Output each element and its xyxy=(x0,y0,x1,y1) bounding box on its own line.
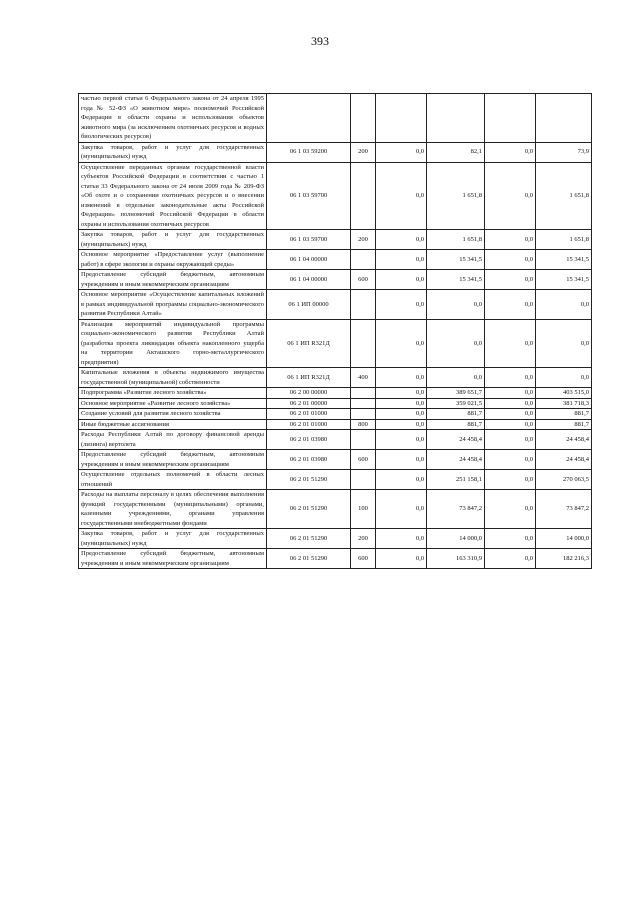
row-amount-3: 0,0 xyxy=(485,230,536,250)
row-description: Закупка товаров, работ и услуг для государственных (муниципальных) нужд xyxy=(79,142,267,162)
row-amount-1: 0,0 xyxy=(376,419,427,430)
row-expense-type-code xyxy=(351,94,376,143)
row-amount-2: 359 021,5 xyxy=(427,398,485,409)
row-amount-4: 182 216,3 xyxy=(536,549,592,569)
row-amount-1: 0,0 xyxy=(376,490,427,529)
row-amount-3: 0,0 xyxy=(485,142,536,162)
table-row xyxy=(79,270,592,290)
row-amount-1: 0,0 xyxy=(376,430,427,450)
table-row xyxy=(79,398,592,409)
row-amount-3: 0,0 xyxy=(485,290,536,320)
row-amount-4: 73 847,2 xyxy=(536,490,592,529)
row-amount-3: 0,0 xyxy=(485,388,536,399)
row-amount-4: 0,0 xyxy=(536,319,592,368)
row-amount-2: 389 651,7 xyxy=(427,388,485,399)
row-classification-code: 06 1 ИП R321Д xyxy=(267,368,351,388)
row-classification-code: 06 2 01 03980 xyxy=(267,430,351,450)
row-amount-3 xyxy=(485,94,536,143)
row-expense-type-code xyxy=(351,430,376,450)
row-description: Реализация мероприятий индивидуальной программы социально-экономического развития Республики Алтай (разработка проекта ликвидации объекта накопленного ущерба на территории Акташского горно-металлургического предприятия) xyxy=(79,319,267,368)
row-amount-4: 0,0 xyxy=(536,368,592,388)
row-classification-code: 06 2 01 51290 xyxy=(267,470,351,490)
row-amount-1: 0,0 xyxy=(376,470,427,490)
table-row xyxy=(79,230,592,250)
row-classification-code: 06 2 01 51290 xyxy=(267,549,351,569)
row-amount-1: 0,0 xyxy=(376,162,427,230)
row-amount-3: 0,0 xyxy=(485,250,536,270)
row-description: Предоставление субсидий бюджетным, автономным учреждениям и иным некоммерческим организациям xyxy=(79,549,267,569)
row-amount-4 xyxy=(536,94,592,143)
row-amount-2: 881,7 xyxy=(427,409,485,420)
row-expense-type-code: 200 xyxy=(351,230,376,250)
row-amount-1: 0,0 xyxy=(376,319,427,368)
row-amount-1: 0,0 xyxy=(376,529,427,549)
row-amount-4: 24 458,4 xyxy=(536,450,592,470)
table-row xyxy=(79,142,592,162)
row-amount-4: 381 718,3 xyxy=(536,398,592,409)
row-expense-type-code xyxy=(351,250,376,270)
row-amount-4: 15 341,5 xyxy=(536,270,592,290)
row-expense-type-code: 200 xyxy=(351,142,376,162)
row-classification-code: 06 1 ИП R321Д xyxy=(267,319,351,368)
row-amount-4: 270 063,5 xyxy=(536,470,592,490)
row-amount-3: 0,0 xyxy=(485,419,536,430)
row-classification-code: 06 1 04 00000 xyxy=(267,270,351,290)
row-amount-2: 14 000,0 xyxy=(427,529,485,549)
row-amount-1: 0,0 xyxy=(376,398,427,409)
row-description: Расходы Республики Алтай по договору финансовой аренды (лизинга) вертолета xyxy=(79,430,267,450)
table-row xyxy=(79,162,592,230)
row-expense-type-code xyxy=(351,388,376,399)
row-amount-1: 0,0 xyxy=(376,409,427,420)
row-description: Расходы на выплаты персоналу в целях обеспечения выполнения функций государственными (муниципальными) органами, казенными учреждениями, органами управления государственными внебюджетными фондами xyxy=(79,490,267,529)
row-classification-code: 06 1 03 59700 xyxy=(267,230,351,250)
row-amount-2: 0,0 xyxy=(427,319,485,368)
row-amount-3: 0,0 xyxy=(485,398,536,409)
row-amount-4: 1 651,8 xyxy=(536,230,592,250)
row-amount-4: 881,7 xyxy=(536,409,592,420)
row-amount-4: 0,0 xyxy=(536,290,592,320)
row-expense-type-code: 600 xyxy=(351,450,376,470)
row-amount-3: 0,0 xyxy=(485,319,536,368)
row-expense-type-code xyxy=(351,319,376,368)
table-row xyxy=(79,250,592,270)
row-description: Основное мероприятие «Развитие лесного хозяйства» xyxy=(79,398,267,409)
row-classification-code: 06 1 04 00000 xyxy=(267,250,351,270)
row-classification-code: 06 2 01 51290 xyxy=(267,529,351,549)
row-amount-4: 73,9 xyxy=(536,142,592,162)
table-row xyxy=(79,368,592,388)
row-description: Предоставление субсидий бюджетным, автономным учреждениям и иным некоммерческим организациям xyxy=(79,450,267,470)
row-description: Предоставление субсидий бюджетным, автономным учреждениям и иным некоммерческим организациям xyxy=(79,270,267,290)
table-row xyxy=(79,388,592,399)
row-classification-code: 06 2 01 00000 xyxy=(267,398,351,409)
row-amount-3: 0,0 xyxy=(485,470,536,490)
table-row xyxy=(79,319,592,368)
row-description: Закупка товаров, работ и услуг для государственных (муниципальных) нужд xyxy=(79,529,267,549)
row-amount-1: 0,0 xyxy=(376,549,427,569)
row-amount-1: 0,0 xyxy=(376,368,427,388)
row-expense-type-code: 100 xyxy=(351,490,376,529)
table-row xyxy=(79,290,592,320)
row-amount-1: 0,0 xyxy=(376,250,427,270)
row-amount-3: 0,0 xyxy=(485,368,536,388)
row-amount-3: 0,0 xyxy=(485,409,536,420)
row-description: Осуществление отдельных полномочий в области лесных отношений xyxy=(79,470,267,490)
row-classification-code: 06 1 03 59200 xyxy=(267,142,351,162)
row-amount-1: 0,0 xyxy=(376,388,427,399)
table-row xyxy=(79,549,592,569)
row-expense-type-code: 600 xyxy=(351,270,376,290)
row-description: Основное мероприятие «Осуществление капитальных вложений в рамках индивидуальной программы социально-экономического развития Республики Алтай» xyxy=(79,290,267,320)
row-description: Подпрограмма «Развитие лесного хозяйства» xyxy=(79,388,267,399)
row-amount-1 xyxy=(376,94,427,143)
row-description: Создание условий для развития лесного хозяйства xyxy=(79,409,267,420)
row-expense-type-code xyxy=(351,290,376,320)
row-amount-2: 251 158,1 xyxy=(427,470,485,490)
row-amount-2: 0,0 xyxy=(427,290,485,320)
row-amount-1: 0,0 xyxy=(376,450,427,470)
table-row xyxy=(79,450,592,470)
row-amount-4: 24 458,4 xyxy=(536,430,592,450)
row-amount-2: 82,1 xyxy=(427,142,485,162)
row-expense-type-code xyxy=(351,409,376,420)
row-amount-2: 73 847,2 xyxy=(427,490,485,529)
row-amount-2: 0,0 xyxy=(427,368,485,388)
row-amount-3: 0,0 xyxy=(485,430,536,450)
row-amount-1: 0,0 xyxy=(376,142,427,162)
row-amount-1: 0,0 xyxy=(376,270,427,290)
row-amount-4: 14 000,0 xyxy=(536,529,592,549)
table-row xyxy=(79,529,592,549)
row-amount-4: 403 515,0 xyxy=(536,388,592,399)
row-expense-type-code: 800 xyxy=(351,419,376,430)
table-row xyxy=(79,470,592,490)
row-amount-4: 881,7 xyxy=(536,419,592,430)
row-description: Закупка товаров, работ и услуг для государственных (муниципальных) нужд xyxy=(79,230,267,250)
table-row xyxy=(79,409,592,420)
row-amount-3: 0,0 xyxy=(485,450,536,470)
row-amount-2: 24 458,4 xyxy=(427,450,485,470)
row-amount-2: 1 651,8 xyxy=(427,230,485,250)
row-amount-3: 0,0 xyxy=(485,490,536,529)
budget-table xyxy=(78,93,592,569)
table-row xyxy=(79,94,592,143)
row-amount-3: 0,0 xyxy=(485,162,536,230)
row-classification-code: 06 2 01 01000 xyxy=(267,419,351,430)
row-classification-code: 06 1 03 59700 xyxy=(267,162,351,230)
row-expense-type-code xyxy=(351,470,376,490)
row-classification-code: 06 2 01 01000 xyxy=(267,409,351,420)
table-row xyxy=(79,419,592,430)
row-amount-2: 163 310,9 xyxy=(427,549,485,569)
row-classification-code: 06 1 ИП 00000 xyxy=(267,290,351,320)
row-description: Осуществление переданных органам государственной власти субъектов Российской Федерации в соответствии с частью 1 статьи 33 Федерального закона от 24 июля 2009 года № 209-ФЗ «Об охоте и о сохранении охотничьих ресурсов и о внесении изменений в отдельные законодательные акты Российской Федерации» полномочий Российской Федерации в области охраны и использования охотничьих ресурсов xyxy=(79,162,267,230)
row-expense-type-code: 400 xyxy=(351,368,376,388)
table-row xyxy=(79,490,592,529)
row-expense-type-code xyxy=(351,162,376,230)
row-description: Основное мероприятие «Предоставление услуг (выполнение работ) в сфере экологии и охраны окружающей среды» xyxy=(79,250,267,270)
row-amount-2: 1 651,8 xyxy=(427,162,485,230)
row-classification-code xyxy=(267,94,351,143)
row-amount-4: 1 651,8 xyxy=(536,162,592,230)
row-amount-1: 0,0 xyxy=(376,290,427,320)
row-amount-2: 881,7 xyxy=(427,419,485,430)
row-amount-3: 0,0 xyxy=(485,529,536,549)
row-classification-code: 06 2 01 03980 xyxy=(267,450,351,470)
row-classification-code: 06 2 00 00000 xyxy=(267,388,351,399)
row-description: частью первой статьи 6 Федерального закона от 24 апреля 1995 года № 52-ФЗ «О животном мире» полномочий Российской Федерации в области охраны и использования объектов животного мира (за исключением охотничьих ресурсов и водных биологических ресурсов) xyxy=(79,94,267,143)
row-expense-type-code xyxy=(351,398,376,409)
row-amount-3: 0,0 xyxy=(485,549,536,569)
page-number: 393 xyxy=(311,34,329,48)
row-description: Капитальные вложения в объекты недвижимого имущества государственной (муниципальной) собственности xyxy=(79,368,267,388)
row-expense-type-code: 600 xyxy=(351,549,376,569)
row-expense-type-code: 200 xyxy=(351,529,376,549)
row-classification-code: 06 2 01 51290 xyxy=(267,490,351,529)
row-amount-2: 15 341,5 xyxy=(427,270,485,290)
table-row xyxy=(79,430,592,450)
row-amount-1: 0,0 xyxy=(376,230,427,250)
row-amount-2: 15 341,5 xyxy=(427,250,485,270)
row-amount-2 xyxy=(427,94,485,143)
row-description: Иные бюджетные ассигнования xyxy=(79,419,267,430)
row-amount-4: 15 341,5 xyxy=(536,250,592,270)
row-amount-2: 24 458,4 xyxy=(427,430,485,450)
row-amount-3: 0,0 xyxy=(485,270,536,290)
